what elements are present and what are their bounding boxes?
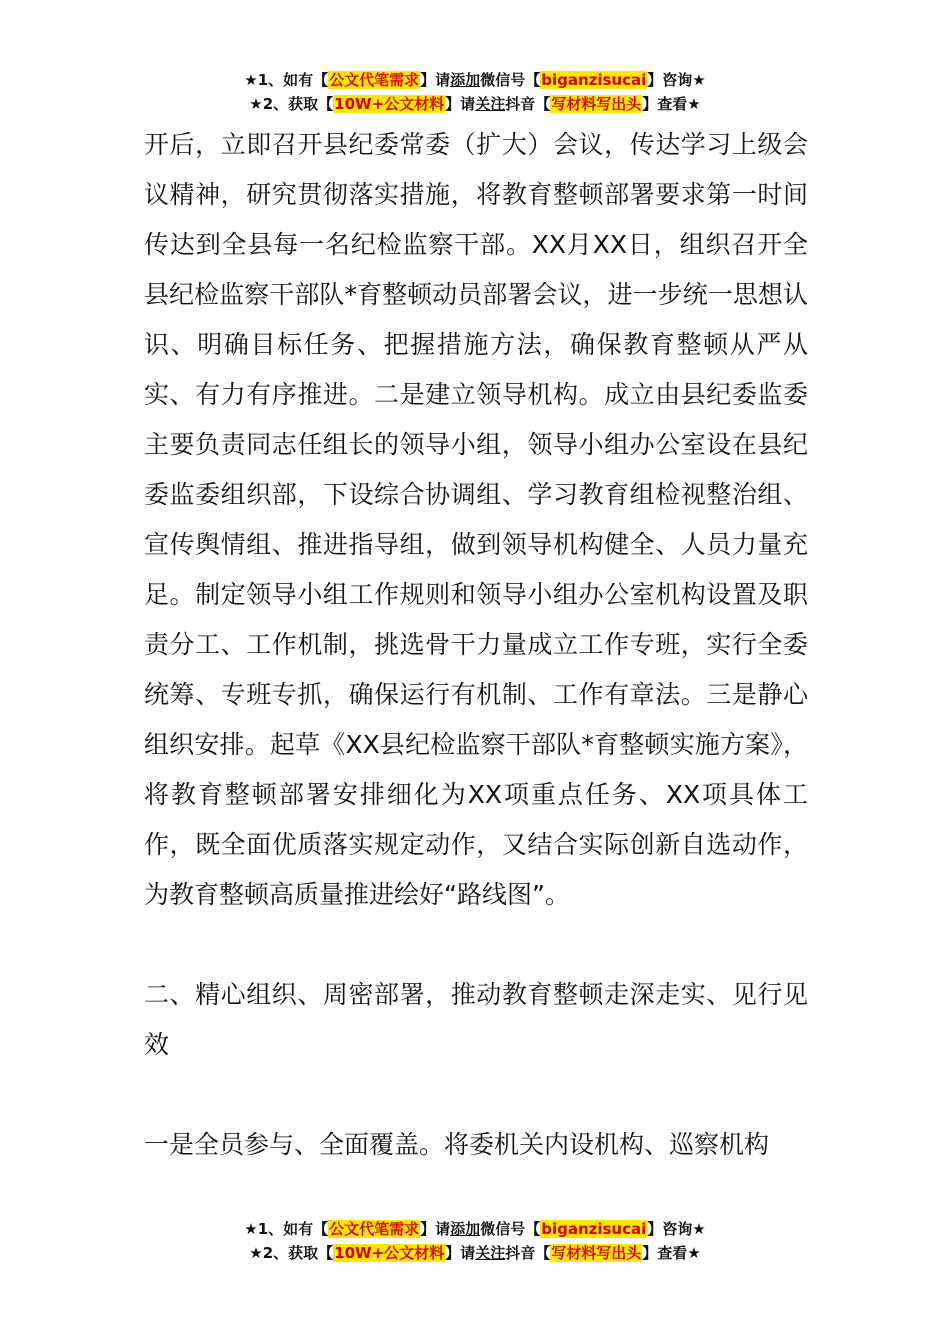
star-icon: ★ [687, 95, 701, 113]
promo-underlined: 关注 [475, 1244, 506, 1262]
star-icon: ★ [687, 1244, 701, 1262]
promo-text: 】咨询 [647, 1220, 693, 1238]
promo-underlined: 添加 [450, 1220, 481, 1238]
promo-text: 】咨询 [647, 71, 693, 89]
promo-highlight: 公文代笔需求 [329, 71, 420, 89]
promo-underlined: 添加 [450, 71, 481, 89]
promo-text: 抖音【 [505, 1244, 551, 1262]
promo-highlight: 10W+公文材料 [334, 95, 445, 113]
body-paragraph: 一是全员参与、全面覆盖。将委机关内设机构、巡察机构 [144, 1130, 770, 1159]
header-promo-banner [0, 68, 950, 116]
promo-text: 1、如有【 [257, 1220, 329, 1238]
promo-wechat-id: biganzisucai [541, 71, 647, 89]
promo-line-1 [0, 1217, 950, 1241]
promo-line-2 [0, 1241, 950, 1265]
body-paragraph: 开后，立即召开县纪委常委（扩大）会议，传达学习上级会议精神，研究贯彻落实措施，将教育整顿部署要求第一时间传达到全县每一名纪检监察干部。XX月XX日，组织召开全县纪检监察干部队*育整顿动员部署会议，进一步统一思想认识、明确目标任务、把握措施方法，确保教育整顿从严从实、有力有序推进。二是建立领导机构。成立由县纪委监委主要负责同志任组长的领导小组，领导小组办公室设在县纪委监委组织部，下设综合协调组、学习教育组检视整治组、宣传舆情组、推进指导组，做到领导机构健全、人员力量充足。制定领导小组工作规则和领导小组办公室机构设置及职责分工、工作机制，挑选骨干力量成立工作专班，实行全委统筹、专班专抓，确保运行有机制、工作有章法。三是静心组织安排。起草《XX县纪检监察干部队*育整顿实施方案》，将教育整顿部署安排细化为XX项重点任务、XX项具体工作，既全面优质落实规定动作，又结合实际创新自选动作，为教育整顿高质量推进绘好“路线图”。 [144, 130, 808, 909]
star-icon: ★ [692, 71, 706, 89]
promo-text: 1、如有【 [257, 71, 329, 89]
star-icon: ★ [244, 71, 258, 89]
promo-text: 微信号【 [480, 1220, 541, 1238]
promo-highlight: 公文代笔需求 [329, 1220, 420, 1238]
promo-text: 】请 [420, 1220, 451, 1238]
promo-text: 】查看 [642, 1244, 688, 1262]
promo-text: 】查看 [642, 95, 688, 113]
promo-text: 2、获取【 [262, 1244, 334, 1262]
promo-text: 2、获取【 [262, 95, 334, 113]
promo-text: 】请 [420, 71, 451, 89]
star-icon: ★ [249, 1244, 263, 1262]
star-icon: ★ [692, 1220, 706, 1238]
promo-text: 】请 [445, 95, 476, 113]
promo-highlight: 10W+公文材料 [334, 1244, 445, 1262]
promo-line-2 [0, 92, 950, 116]
promo-text: 微信号【 [480, 71, 541, 89]
promo-text: 】请 [445, 1244, 476, 1262]
footer-promo-banner [0, 1217, 950, 1265]
promo-douyin-id: 写材料写出头 [551, 1244, 642, 1262]
promo-line-1 [0, 68, 950, 92]
promo-douyin-id: 写材料写出头 [551, 95, 642, 113]
section-heading: 二、精心组织、周密部署，推动教育整顿走深走实、见行见效 [144, 980, 808, 1059]
promo-underlined: 关注 [475, 95, 506, 113]
star-icon: ★ [249, 95, 263, 113]
document-body [144, 120, 808, 1170]
promo-text: 抖音【 [505, 95, 551, 113]
star-icon: ★ [244, 1220, 258, 1238]
promo-wechat-id: biganzisucai [541, 1220, 647, 1238]
